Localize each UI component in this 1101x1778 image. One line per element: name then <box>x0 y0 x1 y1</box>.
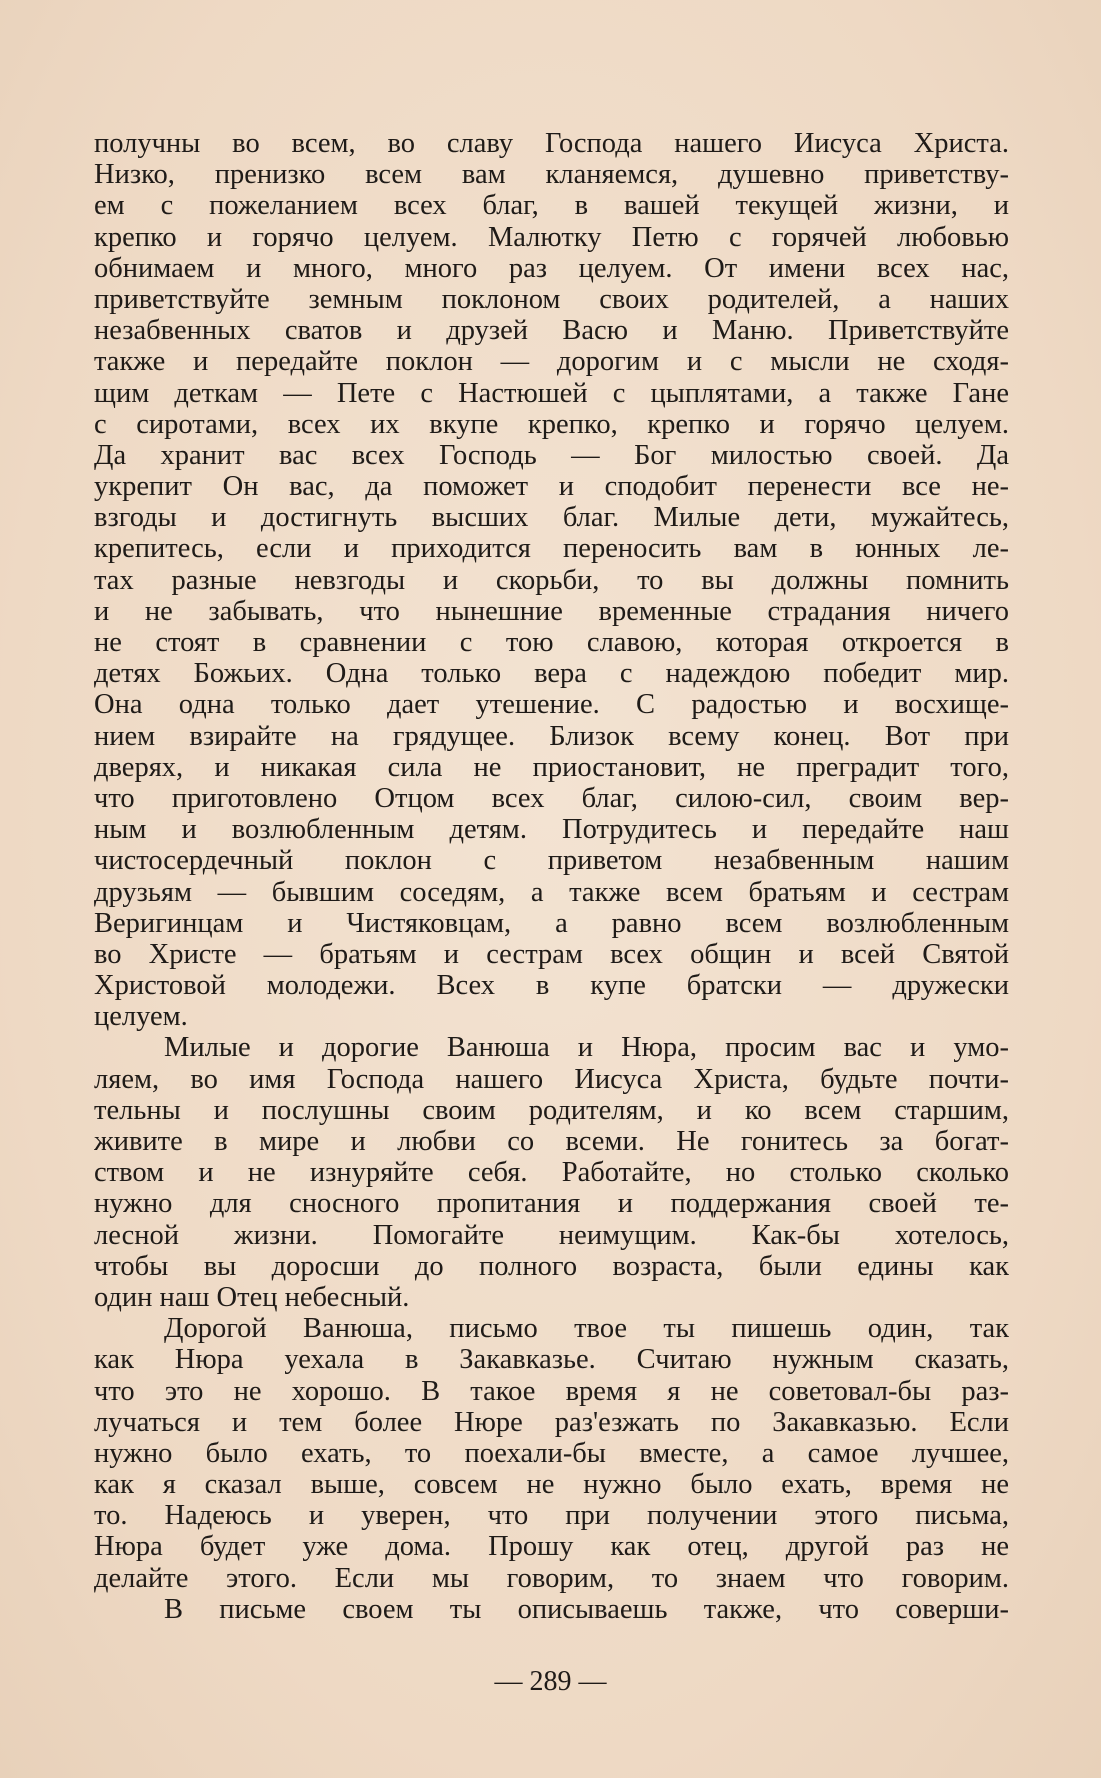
text-line: взгоды и достигнуть высших благ. Милые дети, мужайтесь, <box>94 502 1009 534</box>
text-line: лесной жизни. Помогайте неимущим. Как-бы хотелось, <box>94 1219 1009 1251</box>
text-line: Низко, пренизко всем вам кланяемся, душевно приветству- <box>94 159 1009 191</box>
text-line: нием взирайте на грядущее. Близок всему конец. Вот при <box>94 720 1009 752</box>
page-number: — 289 — <box>494 1666 607 1697</box>
text-line: крепитесь, если и приходится переносить вам в юнных ле- <box>94 533 1009 565</box>
text-line: получны во всем, во славу Господа нашего Иисуса Христа. <box>94 128 1009 159</box>
text-line: нужно для сносного пропитания и поддержания своей те- <box>94 1188 1009 1220</box>
text-line: один наш Отец небесный. <box>94 1281 410 1313</box>
text-line: делайте этого. Если мы говорим, то знаем что говорим. <box>94 1562 1009 1594</box>
text-line: что приготовлено Отцом всех благ, силою-сил, своим вер- <box>94 782 1009 814</box>
text-line: детях Божьих. Одна только вера с надеждою победит мир. <box>94 658 1009 690</box>
text-line: ляем, во имя Господа нашего Иисуса Христа, будьте почти- <box>94 1063 1009 1095</box>
text-line: с сиротами, всех их вкупе крепко, крепко и горячо целуем. <box>94 408 1009 440</box>
body-text <box>94 128 1009 1625</box>
text-line: Веригинцам и Чистяковцам, а равно всем возлюбленным <box>94 907 1009 939</box>
text-line: Да хранит вас всех Господь — Бог милостью своей. Да <box>94 439 1009 471</box>
text-line: друзьям — бывшим соседям, а также всем братьям и сестрам <box>94 876 1009 908</box>
text-line: целуем. <box>94 1001 188 1033</box>
text-line: во Христе — братьям и сестрам всех общин и всей Святой <box>94 938 1009 970</box>
text-line: ством и не изнуряйте себя. Работайте, но столько сколько <box>94 1157 1009 1189</box>
text-line: укрепит Он вас, да поможет и сподобит перенести все не- <box>94 471 1009 503</box>
text-line: В письме своем ты описываешь также, что соверши- <box>164 1593 1009 1625</box>
text-line: как Нюра уехала в Закавказье. Считаю нужным сказать, <box>94 1344 1009 1376</box>
text-line: ным и возлюбленным детям. Потрудитесь и передайте наш <box>94 814 1009 846</box>
text-line: также и передайте поклон — дорогим и с мысли не сходя- <box>94 346 1009 378</box>
text-line: Милые и дорогие Ванюша и Нюра, просим вас и умо- <box>164 1032 1009 1064</box>
text-line: незабвенных сватов и друзей Васю и Маню. Приветствуйте <box>94 315 1009 347</box>
text-line: живите в мире и любви со всеми. Не гонитесь за богат- <box>94 1126 1009 1157</box>
text-line: щим деткам — Пете с Настюшей с цыплятами, а также Гане <box>94 377 1009 409</box>
text-line: как я сказал выше, совсем не нужно было ехать, время не <box>94 1469 1009 1501</box>
text-line: ем с пожеланием всех благ, в вашей текущей жизни, и <box>94 190 1009 222</box>
text-line: дверях, и никакая сила не приостановит, не преградит того, <box>94 751 1009 783</box>
text-line: приветствуйте земным поклоном своих родителей, а наших <box>94 283 1009 315</box>
text-line: чистосердечный поклон с приветом незабвенным нашим <box>94 845 1009 877</box>
text-line: тельны и послушны своим родителям, и ко всем старшим, <box>94 1094 1009 1126</box>
text-line: то. Надеюсь и уверен, что при получении этого письма, <box>94 1500 1009 1532</box>
text-line: тах разные невзгоды и скорьби, то вы должны помнить <box>94 564 1009 596</box>
text-line: обнимаем и много, много раз целуем. От имени всех нас, <box>94 252 1009 284</box>
text-line: нужно было ехать, то поехали-бы вместе, а самое лучшее, <box>94 1437 1009 1469</box>
text-line: что это не хорошо. В такое время я не советовал-бы раз- <box>94 1375 1009 1407</box>
text-line: чтобы вы доросши до полного возраста, были едины как <box>94 1250 1009 1282</box>
text-line: не стоят в сравнении с тою славою, которая откроется в <box>94 627 1009 658</box>
text-line: Дорогой Ванюша, письмо твое ты пишешь один, так <box>164 1313 1009 1345</box>
text-line: Христовой молодежи. Всех в купе братски — дружески <box>94 970 1009 1002</box>
text-line: лучаться и тем более Нюре раз'езжать по Закавказью. Если <box>94 1406 1009 1438</box>
text-line: и не забывать, что нынешние временные страдания ничего <box>94 595 1009 627</box>
text-line: Нюра будет уже дома. Прошу как отец, другой раз не <box>94 1531 1009 1563</box>
text-line: крепко и горячо целуем. Малютку Петю с горячей любовью <box>94 221 1009 253</box>
text-line: Она одна только дает утешение. С радостью и восхище- <box>94 689 1009 721</box>
